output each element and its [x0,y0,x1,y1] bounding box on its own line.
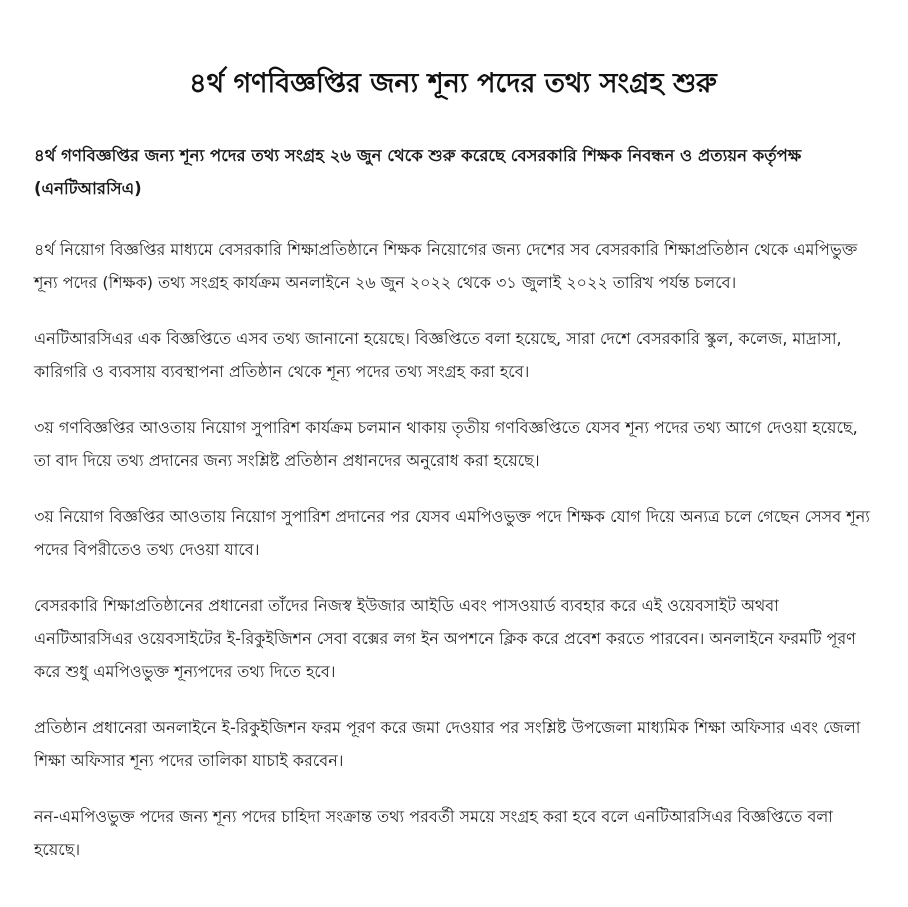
article-headline: ৪র্থ গণবিজ্ঞপ্তির জন্য শূন্য পদের তথ্য সংগ্রহ শুরু [189,68,717,99]
article-paragraph: প্রতিষ্ঠান প্রধানেরা অনলাইনে ই-রিকুইজিশন ফরম পূরণ করে জমা দেওয়ার পর সংশ্লিষ্ট উপজেলা মাধ্যমিক শিক্ষা অফিসার এবং জেলা শিক্ষা অফিসার শূন্য পদের তালিকা যাচাই করবেন। [34,718,861,770]
article-paragraph: এনটিআরসিএর এক বিজ্ঞপ্তিতে এসব তথ্য জানানো হয়েছে। বিজ্ঞপ্তিতে বলা হয়েছে, সারা দেশে বেসরকারি স্কুল, কলেজ, মাদ্রাসা, কারিগরি ও ব্যবসায় ব্যবস্থাপনা প্রতিষ্ঠান থেকে শূন্য পদের তথ্য সংগ্রহ করা হবে। [34,329,842,381]
article-lead: ৪র্থ গণবিজ্ঞপ্তির জন্য শূন্য পদের তথ্য সংগ্রহ ২৬ জুন থেকে শুরু করেছে বেসরকারি শিক্ষক নিবন্ধন ও প্রত্যয়ন কর্তৃপক্ষ (এনটিআরসিএ) [34,146,802,198]
article-paragraph: ৪র্থ নিয়োগ বিজ্ঞপ্তির মাধ্যমে বেসরকারি শিক্ষাপ্রতিষ্ঠানে শিক্ষক নিয়োগের জন্য দেশের সব বেসরকারি শিক্ষাপ্রতিষ্ঠান থেকে এমপিভুক্ত শূন্য পদের (শিক্ষক) তথ্য সংগ্রহ কার্যক্রম অনলাইনে ২৬ জুন ২০২২ থেকে ৩১ জুলাই ২০২২ তারিখ পর্যন্ত চলবে। [34,240,858,292]
article-paragraph: ৩য় নিয়োগ বিজ্ঞপ্তির আওতায় নিয়োগ সুপারিশ প্রদানের পর যেসব এমপিওভুক্ত পদে শিক্ষক যোগ দিয়ে অন্যত্র চলে গেছেন সেসব শূন্য পদের বিপরীতেও তথ্য দেওয়া যাবে। [34,507,870,559]
article-paragraph: বেসরকারি শিক্ষাপ্রতিষ্ঠানের প্রধানেরা তাঁদের নিজস্ব ইউজার আইডি এবং পাসওয়ার্ড ব্যবহার করে এই ওয়েবসাইট অথবা এনটিআরসিএর ওয়েবসাইটের ই-রিকুইজিশন সেবা বক্সের লগ ইন অপশনে ক্লিক করে প্রবেশ করতে পারবেন। অনলাইনে ফরমটি পূরণ করে শুধু এমপিওভুক্ত শূন্যপদের তথ্য দিতে হবে। [34,596,856,681]
article-paragraph: নন-এমপিওভুক্ত পদের জন্য শূন্য পদের চাহিদা সংক্রান্ত তথ্য পরবর্তী সময়ে সংগ্রহ করা হবে বলে এনটিআরসিএর বিজ্ঞপ্তিতে বলা হয়েছে। [34,807,833,859]
article-paragraph: ৩য় গণবিজ্ঞপ্তির আওতায় নিয়োগ সুপারিশ কার্যক্রম চলমান থাকায় তৃতীয় গণবিজ্ঞপ্তিতে যেসব শূন্য পদের তথ্য আগে দেওয়া হয়েছে, তা বাদ দিয়ে তথ্য প্রদানের জন্য সংশ্লিষ্ট প্রতিষ্ঠান প্রধানদের অনুরোধ করা হয়েছে। [34,418,858,470]
